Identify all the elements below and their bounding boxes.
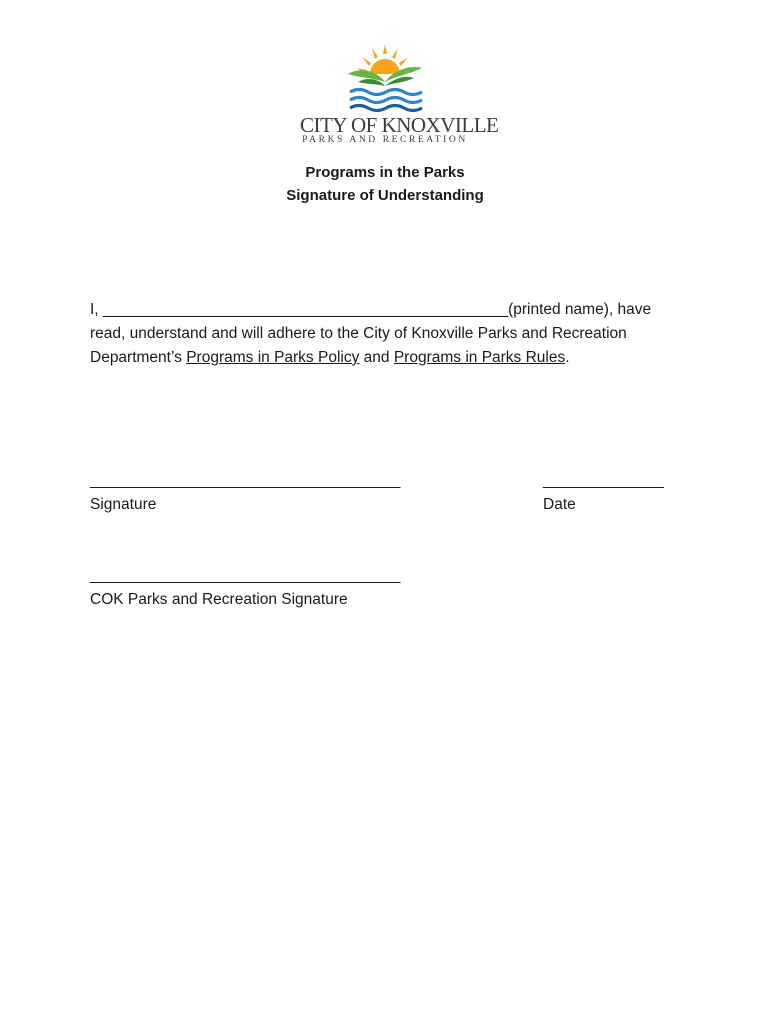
date-line: ______________ bbox=[543, 472, 664, 489]
sun-leaf-water-emblem-icon bbox=[344, 44, 426, 112]
statement-line-3-middle: and bbox=[359, 349, 394, 366]
statement-paragraph bbox=[90, 298, 690, 370]
statement-line-2: read, understand and will adhere to the City of Knoxville Parks and Recreation bbox=[90, 325, 627, 342]
cok-signature-line: ____________________________________ bbox=[90, 567, 401, 584]
cok-signature-label: COK Parks and Recreation Signature bbox=[90, 591, 348, 608]
logo-title: CITY OF KNOXVILLE bbox=[300, 113, 499, 137]
statement-line-3-prefix: Department’s bbox=[90, 349, 187, 366]
programs-in-parks-policy-link[interactable]: Programs in Parks Policy bbox=[186, 349, 360, 366]
programs-in-parks-rules-link[interactable]: Programs in Parks Rules bbox=[393, 349, 566, 366]
statement-line-3-suffix: . bbox=[565, 349, 570, 366]
document-title: Programs in the Parks bbox=[305, 164, 465, 181]
statement-line-3 bbox=[90, 346, 690, 370]
document-subtitle: Signature of Understanding bbox=[286, 187, 484, 204]
logo-subtitle: PARKS AND RECREATION bbox=[302, 135, 468, 145]
signature-label: Signature bbox=[90, 496, 157, 513]
city-of-knoxville-logo bbox=[300, 44, 499, 148]
date-label: Date bbox=[543, 496, 576, 513]
statement-line-1: I, _______________________________________________(printed name), have bbox=[90, 301, 652, 318]
signature-line: ____________________________________ bbox=[90, 472, 401, 489]
